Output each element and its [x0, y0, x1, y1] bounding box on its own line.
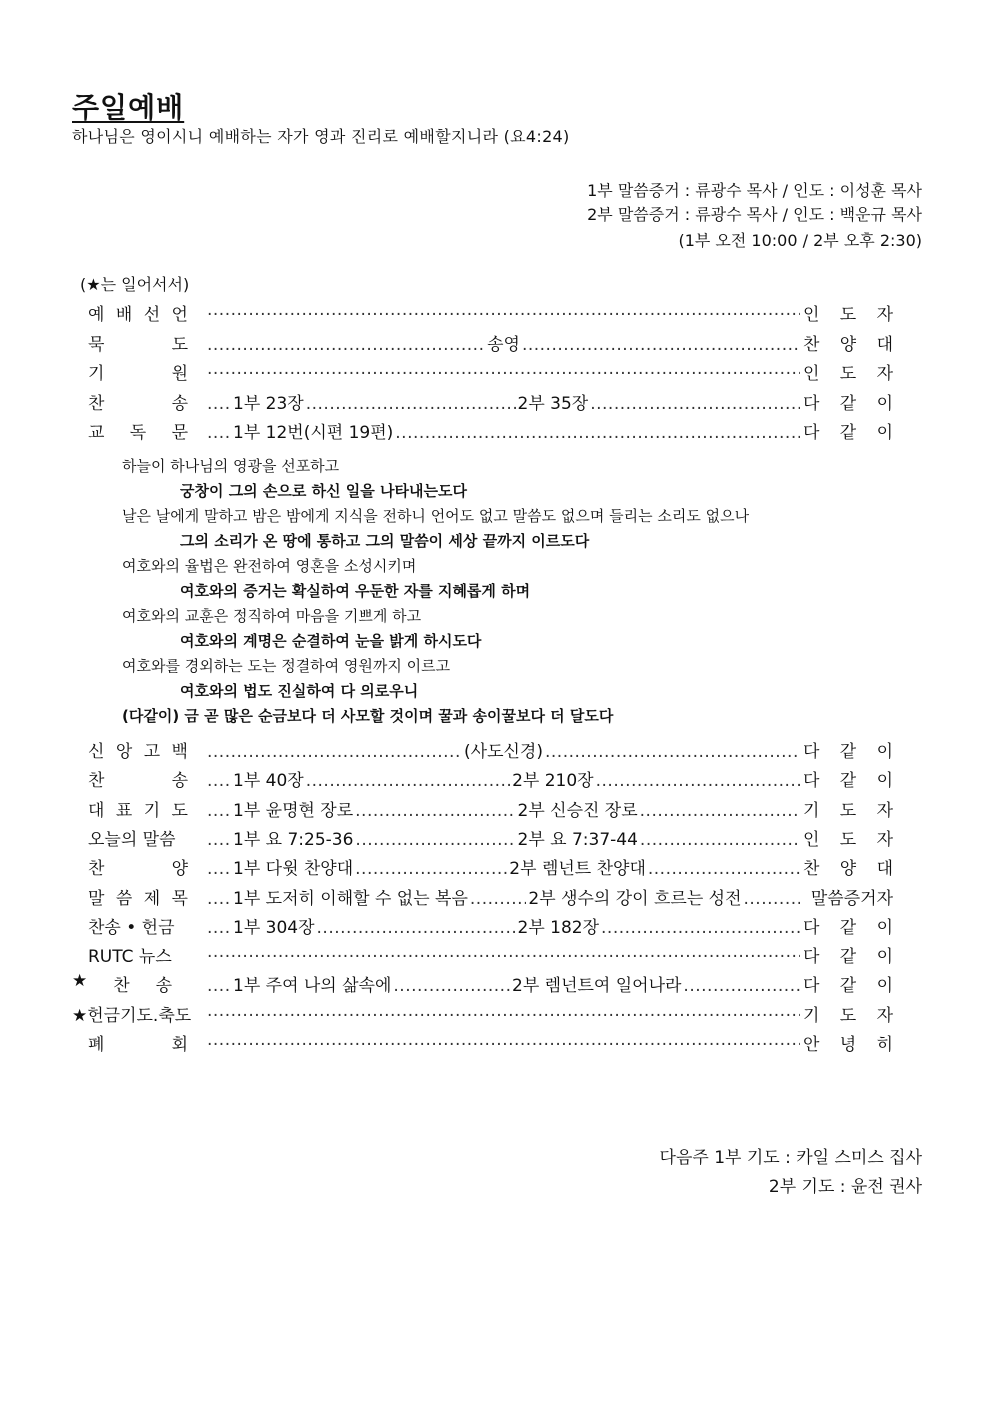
order-role: 인 도 자 — [803, 829, 893, 850]
order-detail — [205, 389, 802, 414]
leader-dots — [207, 830, 231, 850]
order-detail — [205, 766, 802, 791]
order-label: 말 씀 제 목 — [88, 888, 188, 909]
order-detail — [205, 418, 802, 443]
leader-dots — [207, 889, 231, 909]
next-week-prayer-2: 2부 기도 : 윤전 권사 — [768, 1177, 922, 1197]
order-detail — [205, 737, 802, 762]
order-label: 찬송 • 헌금 — [88, 917, 175, 938]
order-label: ★헌금기도.축도 — [72, 1005, 192, 1026]
order-row — [72, 330, 927, 358]
order-label: 찬 양 — [88, 859, 188, 880]
leader-dots — [590, 394, 800, 414]
preacher-line-2: 2부 말씀증거 : 류광수 목사 / 인도 : 백운규 목사 — [587, 205, 922, 224]
order-label: 교 독 문 — [88, 423, 188, 443]
middle-text: 송영 — [487, 334, 520, 355]
part1-text: 1부 주여 나의 삶속에 — [233, 976, 392, 997]
leader-dots — [207, 300, 800, 320]
part2-text: 2부 182장 — [517, 917, 600, 938]
leader-dots — [306, 771, 510, 791]
leader-dots — [207, 859, 231, 879]
part1-text: 1부 23장 — [233, 393, 304, 414]
preacher-line-1: 1부 말씀증거 : 류광수 목사 / 인도 : 이성훈 목사 — [587, 181, 922, 200]
reading-lead: 하늘이 하나님의 영광을 선포하고 — [122, 457, 340, 475]
order-detail — [205, 330, 802, 355]
order-role: 기 도 자 — [803, 800, 893, 821]
order-label: 찬 송 — [88, 393, 188, 414]
leader-dots — [207, 976, 231, 996]
order-detail — [205, 359, 802, 379]
leader-dots — [207, 918, 231, 938]
order-label: 폐 회 — [88, 1035, 188, 1055]
leader-dots — [207, 423, 231, 443]
reading-response: 궁창이 그의 손으로 하신 일을 나타내는도다 — [180, 482, 467, 500]
leader-dots — [207, 771, 231, 791]
leader-dots — [522, 335, 800, 355]
reading-response: 그의 소리가 온 땅에 통하고 그의 말씀이 세상 끝까지 이르도다 — [180, 532, 590, 550]
order-label: RUTC 뉴스 — [88, 947, 172, 968]
leader-dots — [393, 976, 510, 996]
order-row — [72, 418, 927, 446]
order-role: 다 같 이 — [803, 423, 893, 443]
order-role: 다 같 이 — [803, 742, 893, 762]
order-role: 인 도 자 — [803, 364, 893, 384]
leader-dots — [207, 742, 462, 762]
leader-dots — [470, 889, 527, 909]
part1-text: 1부 40장 — [233, 771, 304, 792]
order-detail — [205, 1030, 802, 1050]
order-row — [72, 854, 927, 882]
order-row — [72, 300, 927, 328]
leader-dots — [683, 976, 800, 996]
order-row — [72, 766, 927, 794]
order-label: 묵 도 — [88, 334, 188, 355]
scripture-subtitle: 하나님은 영이시니 예배하는 자가 영과 진리로 예배할지니라 (요4:24) — [72, 127, 570, 146]
order-role: 다 같 이 — [803, 917, 893, 938]
part1-text: 1부 요 7:25-36 — [233, 829, 354, 850]
order-role: 찬 양 대 — [803, 334, 893, 355]
order-row — [72, 971, 927, 999]
part1-text: 1부 다윗 찬양대 — [233, 859, 354, 880]
reading-lead: 여호와의 교훈은 정직하여 마음을 기쁘게 하고 — [122, 607, 422, 625]
leader-dots — [640, 801, 800, 821]
order-row — [72, 884, 927, 912]
order-detail — [205, 300, 802, 320]
leader-dots — [355, 801, 515, 821]
reading-lead: 날은 날에게 말하고 밤은 밤에게 지식을 전하니 언어도 없고 말씀도 없으며 들리는 소리도 없으나 — [122, 507, 750, 525]
order-row — [72, 796, 927, 824]
order-row — [72, 913, 927, 941]
order-role: 다 같 이 — [803, 771, 893, 792]
order-detail — [205, 1001, 802, 1021]
order-role: 다 같 이 — [803, 393, 893, 414]
part2-text: 2부 렘넌트여 일어나라 — [512, 976, 682, 997]
leader-dots — [355, 830, 515, 850]
service-times: (1부 오전 10:00 / 2부 오후 2:30) — [678, 231, 922, 250]
leader-dots — [207, 335, 485, 355]
leader-dots — [640, 830, 800, 850]
leader-dots — [596, 771, 800, 791]
order-row — [72, 737, 927, 765]
order-detail — [205, 884, 802, 909]
leader-dots — [648, 859, 800, 879]
order-role: 다 같 이 — [803, 976, 893, 997]
order-label: 대 표 기 도 — [88, 800, 188, 821]
part2-text: 2부 생수의 강이 흐르는 성전 — [528, 888, 742, 909]
leader-dots — [545, 742, 800, 762]
reading-response: 여호와의 계명은 순결하여 눈을 밝게 하시도다 — [180, 632, 482, 650]
part2-text: 2부 35장 — [517, 393, 589, 414]
order-role: 말씀증거자 — [810, 888, 893, 909]
order-label: ★ 찬 송 — [72, 971, 172, 997]
order-detail — [205, 825, 802, 850]
order-role: 찬 양 대 — [803, 859, 893, 880]
middle-text: (사도신경) — [464, 742, 543, 762]
order-label: 찬 송 — [88, 771, 188, 792]
reading-lead: 여호와의 율법은 완전하여 영혼을 소성시키며 — [122, 557, 417, 575]
order-label: 기 원 — [88, 364, 188, 384]
part1-text: 1부 304장 — [233, 917, 315, 938]
leader-dots — [744, 889, 801, 909]
order-role: 안 녕 히 — [803, 1035, 893, 1055]
part1-text: 1부 윤명현 장로 — [233, 800, 354, 821]
part2-text: 2부 210장 — [512, 771, 594, 792]
order-role: 기 도 자 — [803, 1005, 893, 1026]
leader-dots — [395, 423, 800, 443]
order-row — [72, 825, 927, 853]
part1-text: 1부 도저히 이해할 수 없는 복음 — [233, 888, 468, 909]
order-label: 신 앙 고 백 — [88, 742, 188, 762]
order-label: 예 배 선 언 — [88, 305, 188, 325]
part2-text: 2부 신승진 장로 — [517, 800, 638, 821]
order-detail — [205, 971, 802, 996]
reading-lead: 여호와를 경외하는 도는 정결하여 영원까지 이르고 — [122, 657, 451, 675]
reading-unison: (다같이) 금 곧 많은 순금보다 더 사모할 것이며 꿀과 송이꿀보다 더 달도다 — [122, 707, 614, 725]
leader-dots — [207, 394, 231, 414]
leader-dots — [207, 801, 231, 821]
leader-dots — [207, 1030, 800, 1050]
part2-text: 2부 렘넌트 찬양대 — [509, 859, 646, 880]
leader-dots — [207, 942, 800, 962]
order-row — [72, 359, 927, 387]
leader-dots — [355, 859, 507, 879]
order-detail — [205, 942, 802, 962]
next-week-prayer-1: 다음주 1부 기도 : 카일 스미스 집사 — [659, 1148, 922, 1168]
leader-dots — [601, 918, 800, 938]
page-title: 주일예배 — [72, 91, 185, 124]
order-row — [72, 389, 927, 417]
order-detail — [205, 913, 802, 938]
order-row — [72, 942, 927, 970]
reading-response: 여호와의 법도 진실하여 다 의로우니 — [180, 682, 419, 700]
order-row — [72, 1001, 927, 1029]
order-row — [72, 1030, 927, 1058]
part2-text: 2부 요 7:37-44 — [517, 829, 638, 850]
part1-text: 1부 12번(시편 19편) — [233, 423, 394, 443]
order-role: 인 도 자 — [803, 305, 893, 325]
leader-dots — [306, 394, 516, 414]
leader-dots — [317, 918, 516, 938]
standing-note: (★는 일어서서) — [80, 275, 190, 294]
order-label: 오늘의 말씀 — [88, 829, 176, 850]
leader-dots — [207, 359, 800, 379]
order-role: 다 같 이 — [803, 947, 893, 968]
reading-response: 여호와의 증거는 확실하여 우둔한 자를 지혜롭게 하며 — [180, 582, 531, 600]
leader-dots — [207, 1001, 800, 1021]
order-detail — [205, 854, 802, 879]
order-detail — [205, 796, 802, 821]
